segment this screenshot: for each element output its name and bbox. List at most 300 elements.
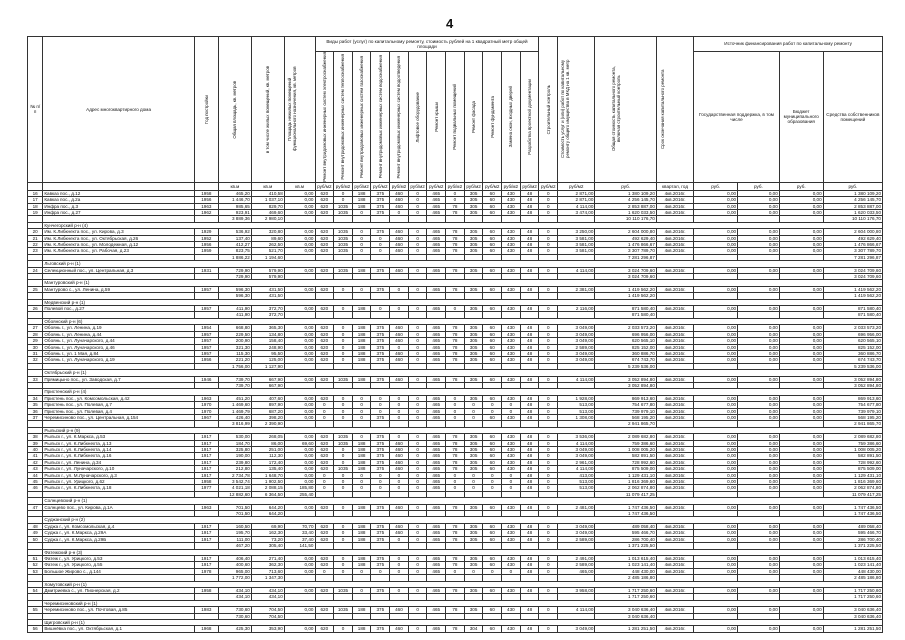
table-cell: 704,50 bbox=[251, 607, 284, 613]
table-cell: 4кв.2016г. bbox=[656, 568, 693, 574]
table-cell: 32 bbox=[28, 357, 43, 363]
table-cell: 0,00 bbox=[779, 203, 823, 209]
table-cell: 0,00 bbox=[738, 344, 780, 350]
table-cell: 0,00 bbox=[694, 607, 738, 613]
table-cell: 1917 bbox=[194, 447, 218, 453]
table-cell: 460 bbox=[390, 203, 409, 209]
table-cell: 460 bbox=[390, 607, 409, 613]
table-cell: 3 024 709,60 bbox=[595, 274, 656, 280]
table-cell: 0 bbox=[539, 344, 558, 350]
table-cell: 0,00 bbox=[738, 530, 780, 536]
table-cell: 4кв.2016г. bbox=[656, 408, 693, 414]
table-cell: 73,20 bbox=[251, 536, 284, 542]
table-cell: 0,00 bbox=[694, 447, 738, 453]
table-cell: 37,40 bbox=[284, 536, 315, 542]
table-cell: 0,00 bbox=[284, 197, 315, 203]
table-cell: Пристень пос., ул. Полевая, д.7 bbox=[43, 402, 194, 408]
table-header-row bbox=[28, 37, 883, 52]
table-cell: 0 bbox=[352, 209, 371, 215]
table-cell: Им. К.Либкнехта пос., ул. Рабочая, д.23 bbox=[43, 248, 194, 254]
table-cell: 4кв.2016г. bbox=[656, 479, 693, 485]
table-cell: 0,00 bbox=[738, 242, 780, 248]
table-cell: 0 bbox=[539, 562, 558, 568]
table-cell: 430 bbox=[502, 376, 521, 382]
table-cell: 48 bbox=[520, 402, 539, 408]
table-cell: 0,00 bbox=[694, 209, 738, 215]
table-cell: Им. К.Либкнехта пос., ул. Молодежная, д.12 bbox=[43, 242, 194, 248]
unit-cell: руб/м2 bbox=[371, 182, 390, 190]
table-cell: 620 bbox=[315, 344, 334, 350]
table-cell: 1963 bbox=[194, 203, 218, 209]
table-cell: 0,00 bbox=[779, 479, 823, 485]
table-cell: 1 620 033,50 bbox=[595, 209, 656, 215]
table-cell: 0 bbox=[352, 587, 371, 593]
table-cell: 4кв.2016г. bbox=[656, 338, 693, 344]
table-cell: 1 620 033,50 bbox=[823, 209, 882, 215]
table-cell: 897,90 bbox=[251, 402, 284, 408]
table-cell: 0 bbox=[408, 440, 427, 446]
table-cell: 0 bbox=[352, 414, 371, 420]
table-cell: 0 bbox=[390, 286, 409, 292]
table-cell: 754 677,80 bbox=[595, 402, 656, 408]
table-cell: 0 bbox=[408, 523, 427, 529]
table-cell: 78 bbox=[446, 562, 465, 568]
table-cell: 0 bbox=[315, 472, 334, 478]
table-cell: 375 bbox=[371, 350, 390, 356]
table-cell: 6 364,50 bbox=[251, 491, 284, 497]
table-cell: 0 bbox=[408, 447, 427, 453]
table-cell: 0,00 bbox=[284, 402, 315, 408]
table-cell: 1 380 109,20 bbox=[823, 190, 882, 196]
table-cell: 2 089 682,80 bbox=[823, 434, 882, 440]
table-cell: 2 491,00 bbox=[558, 555, 595, 561]
table-cell: 0 bbox=[539, 197, 558, 203]
table-cell: 730,60 bbox=[218, 613, 251, 619]
table-cell: 1970 bbox=[194, 408, 218, 414]
table-cell: 620 bbox=[315, 267, 334, 273]
table-cell: 1 717 250,60 bbox=[595, 594, 656, 600]
table-cell: 4кв.2016г. bbox=[656, 331, 693, 337]
table-cell: 78 bbox=[446, 523, 465, 529]
table-cell: 24 bbox=[28, 267, 43, 273]
table-cell: 460 bbox=[390, 357, 409, 363]
table-cell: 195,70 bbox=[218, 530, 251, 536]
table-cell: 3 049,00 bbox=[558, 325, 595, 331]
table-cell: 730,60 bbox=[218, 607, 251, 613]
table-cell: 60 bbox=[483, 248, 502, 254]
table-cell: 460 bbox=[390, 453, 409, 459]
table-cell: 0 bbox=[334, 447, 353, 453]
table-cell: 1 281 251,50 bbox=[823, 626, 882, 632]
table-cell: 0 bbox=[315, 408, 334, 414]
table-cell: 465 bbox=[427, 447, 446, 453]
table-cell: 0 bbox=[315, 485, 334, 491]
table-cell: 0 bbox=[446, 402, 465, 408]
table-cell: 188 bbox=[352, 325, 371, 331]
table-cell: 0 bbox=[334, 350, 353, 356]
table-cell: 1 816 369,60 bbox=[823, 479, 882, 485]
unit-cell: руб/м2 bbox=[502, 182, 521, 190]
table-cell: 0,00 bbox=[779, 338, 823, 344]
table-cell: 19 bbox=[28, 209, 43, 215]
table-cell: Обоянь г., ул. Ленина, д.44 bbox=[43, 331, 194, 337]
table-cell: 0 bbox=[446, 568, 465, 574]
table-cell: 0,00 bbox=[738, 414, 780, 420]
table-cell: 48 bbox=[520, 568, 539, 574]
header-w11: Замена окон, входных дверей bbox=[502, 52, 521, 183]
table-cell: 460 bbox=[390, 376, 409, 382]
table-cell: 620 bbox=[315, 248, 334, 254]
table-cell: 48 bbox=[520, 209, 539, 215]
table-cell: 360 886,70 bbox=[595, 350, 656, 356]
table-cell: 0,00 bbox=[779, 504, 823, 510]
table-cell: 0 bbox=[539, 267, 558, 273]
table-cell: 0,00 bbox=[694, 229, 738, 235]
table-cell: 5 239 536,00 bbox=[595, 363, 656, 369]
table-cell: 0 bbox=[371, 395, 390, 401]
table-cell: 188 bbox=[352, 331, 371, 337]
table-cell: 460 bbox=[390, 447, 409, 453]
table-cell: 31 bbox=[28, 350, 43, 356]
table-cell: 375 bbox=[371, 536, 390, 542]
table-cell: 0 bbox=[390, 344, 409, 350]
table-cell: 729,90 bbox=[218, 274, 251, 280]
table-cell: 1 886,22 bbox=[218, 254, 251, 260]
table-cell: 3 052 894,80 bbox=[823, 382, 882, 388]
table-cell: 668,80 bbox=[218, 325, 251, 331]
table-cell: 0 bbox=[334, 338, 353, 344]
table-cell: 2 485 186,80 bbox=[823, 575, 882, 581]
table-cell: 413,00 bbox=[558, 472, 595, 478]
table-cell: 25 bbox=[28, 286, 43, 292]
table-cell: 0,00 bbox=[779, 453, 823, 459]
header-w7: Ремонт крыши bbox=[427, 52, 446, 183]
table-cell: 667,90 bbox=[251, 382, 284, 388]
district-name: Обоянский р-н (6) bbox=[43, 318, 883, 324]
table-cell: 2 604 000,80 bbox=[595, 229, 656, 235]
table-cell: 0 bbox=[539, 530, 558, 536]
table-cell: 4кв.2016г. bbox=[656, 197, 693, 203]
header-total-cost: Общая стоимость капитального ремонта, включая строительный контроль bbox=[595, 37, 656, 183]
table-cell: 425,30 bbox=[218, 626, 251, 632]
table-cell: 375 bbox=[371, 229, 390, 235]
table-cell: 0,00 bbox=[694, 376, 738, 382]
table-cell: 0,00 bbox=[779, 229, 823, 235]
table-cell: 568 195,20 bbox=[823, 414, 882, 420]
table-cell: 460 bbox=[390, 229, 409, 235]
table-cell: 0 bbox=[539, 414, 558, 420]
table-cell: 60 bbox=[483, 395, 502, 401]
table-cell: 0,00 bbox=[694, 331, 738, 337]
table-cell: 1035 bbox=[334, 376, 353, 382]
table-cell: 4кв.2016г. bbox=[656, 306, 693, 312]
table-cell: 78 bbox=[446, 504, 465, 510]
table-cell: 0 bbox=[446, 306, 465, 312]
district-name: Кунчегорский р-н (4) bbox=[43, 222, 883, 228]
table-cell: Фатеж г., ул. Урицкого, д.53 bbox=[43, 555, 194, 561]
header-w4: Ремонт внутридомовых инженерных систем водоснабжения bbox=[371, 52, 390, 183]
table-cell: 465 bbox=[427, 562, 446, 568]
table-cell: 0,00 bbox=[694, 479, 738, 485]
table-cell: 48 bbox=[520, 626, 539, 632]
table-cell: 78 bbox=[446, 376, 465, 382]
table-cell: 0,00 bbox=[284, 479, 315, 485]
table-cell: 460 bbox=[390, 338, 409, 344]
unit-cell: руб. bbox=[779, 182, 823, 190]
table-cell: 12 882,60 bbox=[218, 491, 251, 497]
table-cell: 7 281 296,87 bbox=[595, 254, 656, 260]
table-cell: 0,00 bbox=[738, 248, 780, 254]
table-cell: 48 bbox=[520, 523, 539, 529]
table-cell: 89,60 bbox=[251, 235, 284, 241]
table-cell: 0 bbox=[408, 267, 427, 273]
table-cell: 11 079 417,25 bbox=[595, 491, 656, 497]
table-cell: 0,00 bbox=[779, 267, 823, 273]
table-cell: 375 bbox=[371, 190, 390, 196]
table-cell: 1 129 431,10 bbox=[595, 472, 656, 478]
table-cell: 0,00 bbox=[779, 325, 823, 331]
table-cell: 0 bbox=[539, 472, 558, 478]
district-name: Хомутовский р-н (1) bbox=[43, 581, 883, 587]
table-cell: 0 bbox=[334, 626, 353, 632]
table-cell: Фатеж г., ул. Урицкого, д.55 bbox=[43, 562, 194, 568]
table-cell: 430 bbox=[502, 267, 521, 273]
table-cell: 869 913,60 bbox=[595, 395, 656, 401]
table-cell: 620 bbox=[315, 607, 334, 613]
capital-repair-table bbox=[27, 36, 883, 633]
table-cell: 465 bbox=[427, 350, 446, 356]
table-cell: 620 bbox=[315, 395, 334, 401]
table-cell: 0 bbox=[352, 248, 371, 254]
header-w8: Ремонт подвальных помещений bbox=[446, 52, 465, 183]
table-cell: 620 565,10 bbox=[823, 338, 882, 344]
table-cell: 4кв.2016г. bbox=[656, 504, 693, 510]
table-cell: 21 bbox=[28, 235, 43, 241]
table-cell: Рыльск г., ул. К.Либкнехта, д.16 bbox=[43, 453, 194, 459]
table-cell: 620 bbox=[315, 447, 334, 453]
table-cell: 0 bbox=[408, 626, 427, 632]
table-cell: 1957 bbox=[194, 286, 218, 292]
table-cell: 728 992,60 bbox=[823, 459, 882, 465]
table-cell: 0 bbox=[408, 235, 427, 241]
table-cell: 1957 bbox=[194, 338, 218, 344]
table-cell: 430 bbox=[502, 440, 521, 446]
table-cell: 1946 bbox=[194, 376, 218, 382]
table-cell: 36 bbox=[28, 408, 43, 414]
table-cell: 0,00 bbox=[694, 472, 738, 478]
header-cost-per-m2: Стоимость услуг и (или) работ по капитальному ремонту общего имущества в МКД на 1 кв. метр bbox=[558, 37, 595, 183]
table-cell: 41 bbox=[28, 453, 43, 459]
table-cell: 0 bbox=[502, 472, 521, 478]
table-cell: 48 bbox=[520, 203, 539, 209]
table-cell: 160,50 bbox=[218, 523, 251, 529]
table-cell: 0 bbox=[539, 338, 558, 344]
table-cell: 0 bbox=[408, 504, 427, 510]
table-cell: 78 bbox=[446, 338, 465, 344]
table-cell: 3 581,00 bbox=[558, 235, 595, 241]
unit-cell: руб/м2 bbox=[558, 182, 595, 190]
table-cell: 430 bbox=[502, 555, 521, 561]
table-cell: 430 bbox=[502, 325, 521, 331]
table-cell: 4кв.2016г. bbox=[656, 350, 693, 356]
table-cell: 28 bbox=[28, 331, 43, 337]
table-cell: 375 bbox=[371, 562, 390, 568]
table-cell: 48 bbox=[520, 376, 539, 382]
table-cell: 620 bbox=[315, 286, 334, 292]
table-cell: 536,92 bbox=[218, 229, 251, 235]
table-cell: 48 bbox=[520, 197, 539, 203]
table-cell: 579,90 bbox=[251, 274, 284, 280]
table-cell: 0,00 bbox=[694, 235, 738, 241]
table-cell: 188 bbox=[352, 562, 371, 568]
table-cell: 1 747 436,50 bbox=[823, 504, 882, 510]
table-cell: Рыльск г., ул. М.Луначарского, д.3 bbox=[43, 472, 194, 478]
table-cell: 305 bbox=[464, 504, 483, 510]
table-cell: 0,00 bbox=[779, 197, 823, 203]
table-cell: 0 bbox=[539, 190, 558, 196]
table-cell: 1917 bbox=[194, 555, 218, 561]
table-cell: 687,20 bbox=[251, 408, 284, 414]
table-cell: 1967 bbox=[194, 414, 218, 420]
table-cell: 0 bbox=[334, 408, 353, 414]
unit-cell: кв.м bbox=[284, 182, 315, 190]
table-cell: 48 bbox=[520, 408, 539, 414]
table-cell: 0 bbox=[483, 408, 502, 414]
table-cell: 465 bbox=[427, 248, 446, 254]
table-cell: 0,00 bbox=[694, 587, 738, 593]
table-cell: 0 bbox=[446, 479, 465, 485]
table-cell: 430 bbox=[502, 197, 521, 203]
table-cell: 60 bbox=[483, 357, 502, 363]
table-cell: 0 bbox=[334, 453, 353, 459]
table-cell: 48 bbox=[520, 447, 539, 453]
table-cell: 3 049,00 bbox=[558, 626, 595, 632]
table-cell: 0 bbox=[371, 485, 390, 491]
table-cell: 2 871,00 bbox=[558, 197, 595, 203]
district-name: Октябрьский р-н (1) bbox=[43, 370, 883, 376]
table-cell: 0 bbox=[502, 479, 521, 485]
table-cell: 3 958,00 bbox=[558, 587, 595, 593]
table-cell: 0 bbox=[539, 242, 558, 248]
table-cell: 48 bbox=[520, 414, 539, 420]
header-no: № п/п bbox=[28, 37, 43, 183]
table-cell: 60 bbox=[483, 555, 502, 561]
table-cell: 305 bbox=[464, 376, 483, 382]
table-cell: 1977 bbox=[194, 485, 218, 491]
table-cell: 0 bbox=[502, 408, 521, 414]
table-cell: Вишнёвка пос., ул. Октябрьская, д.1 bbox=[43, 626, 194, 632]
table-cell: 1 717 250,60 bbox=[823, 594, 882, 600]
table-cell: 0 bbox=[334, 504, 353, 510]
table-cell: 4кв.2016г. bbox=[656, 472, 693, 478]
table-cell: 305 bbox=[464, 235, 483, 241]
table-cell: 305 bbox=[464, 344, 483, 350]
table-cell: 2 116,00 bbox=[558, 306, 595, 312]
table-cell: 1035 bbox=[334, 440, 353, 446]
table-cell: 27 bbox=[28, 325, 43, 331]
table-cell: 60 bbox=[483, 376, 502, 382]
table-cell: Рыльск г., ул. Урицкого, д.62 bbox=[43, 479, 194, 485]
table-cell: 430 bbox=[502, 209, 521, 215]
table-cell: 48 bbox=[520, 331, 539, 337]
table-cell: 430 bbox=[502, 395, 521, 401]
table-cell: 460 bbox=[390, 190, 409, 196]
table-cell: 1978 bbox=[194, 568, 218, 574]
table-cell: 620 bbox=[315, 453, 334, 459]
table-cell: 3 581,00 bbox=[558, 248, 595, 254]
table-cell: 1035 bbox=[334, 203, 353, 209]
table-cell: 4кв.2016г. bbox=[656, 459, 693, 465]
table-cell: 1 127,90 bbox=[251, 363, 284, 369]
table-cell: 0 bbox=[390, 306, 409, 312]
table-cell: 492 629,40 bbox=[823, 235, 882, 241]
table-cell: 871 580,40 bbox=[595, 306, 656, 312]
table-cell: 2 089 682,80 bbox=[595, 434, 656, 440]
table-cell: 48 bbox=[520, 459, 539, 465]
table-cell: 1035 bbox=[334, 267, 353, 273]
table-cell: 305 bbox=[464, 197, 483, 203]
table-cell: 0,00 bbox=[284, 190, 315, 196]
table-cell: 875 509,00 bbox=[595, 466, 656, 472]
table-cell: 48 bbox=[520, 235, 539, 241]
table-cell: 305 bbox=[464, 306, 483, 312]
table-cell: 0 bbox=[315, 414, 334, 420]
header-construction-control: Строительный контроль bbox=[539, 37, 558, 183]
table-cell: 4кв.2016г. bbox=[656, 344, 693, 350]
table-cell: 0,00 bbox=[738, 459, 780, 465]
table-cell: 620 bbox=[315, 626, 334, 632]
table-cell: Пристень пос., ул. Полевая, д.4 bbox=[43, 408, 194, 414]
table-cell: 48 bbox=[520, 453, 539, 459]
table-cell: 375 bbox=[371, 344, 390, 350]
table-cell: 60 bbox=[483, 562, 502, 568]
table-cell: 0,00 bbox=[738, 190, 780, 196]
table-cell: Рыльск г., ул. К.Маркса, д.53 bbox=[43, 434, 194, 440]
table-cell: 0,00 bbox=[694, 408, 738, 414]
table-cell: 0 bbox=[371, 306, 390, 312]
table-cell: 430 bbox=[502, 434, 521, 440]
table-cell: 4кв.2016г. bbox=[656, 267, 693, 273]
table-cell: 4кв.2016г. bbox=[656, 562, 693, 568]
table-cell: 0,00 bbox=[284, 267, 315, 273]
table-cell: 18 bbox=[28, 203, 43, 209]
table-cell: 1 008 005,20 bbox=[595, 447, 656, 453]
table-cell: 875 509,00 bbox=[823, 466, 882, 472]
table-cell: Солнцево пос., ул. Кирова, д.1А bbox=[43, 504, 194, 510]
table-cell: 305 bbox=[464, 331, 483, 337]
table-cell: 596,30 bbox=[218, 293, 251, 299]
table-cell: 0 bbox=[408, 209, 427, 215]
table-cell: 0,00 bbox=[284, 568, 315, 574]
table-cell: 305 bbox=[464, 555, 483, 561]
table-cell: 375 bbox=[371, 197, 390, 203]
table-cell: 69,90 bbox=[251, 523, 284, 529]
table-cell: 460 bbox=[390, 530, 409, 536]
table-cell: 0 bbox=[539, 504, 558, 510]
table-cell: 0 bbox=[352, 434, 371, 440]
table-cell: 869 913,60 bbox=[823, 395, 882, 401]
table-cell: 0,00 bbox=[779, 530, 823, 536]
table-cell: 620 bbox=[315, 338, 334, 344]
table-cell: 2 589,00 bbox=[558, 344, 595, 350]
table-cell: 48 bbox=[520, 248, 539, 254]
table-cell: 465 bbox=[427, 357, 446, 363]
table-cell: 0,00 bbox=[694, 338, 738, 344]
table-cell: 0,00 bbox=[694, 466, 738, 472]
table-cell: 4 114,00 bbox=[558, 203, 595, 209]
table-cell: 465 bbox=[427, 338, 446, 344]
table-cell: 0,00 bbox=[694, 325, 738, 331]
